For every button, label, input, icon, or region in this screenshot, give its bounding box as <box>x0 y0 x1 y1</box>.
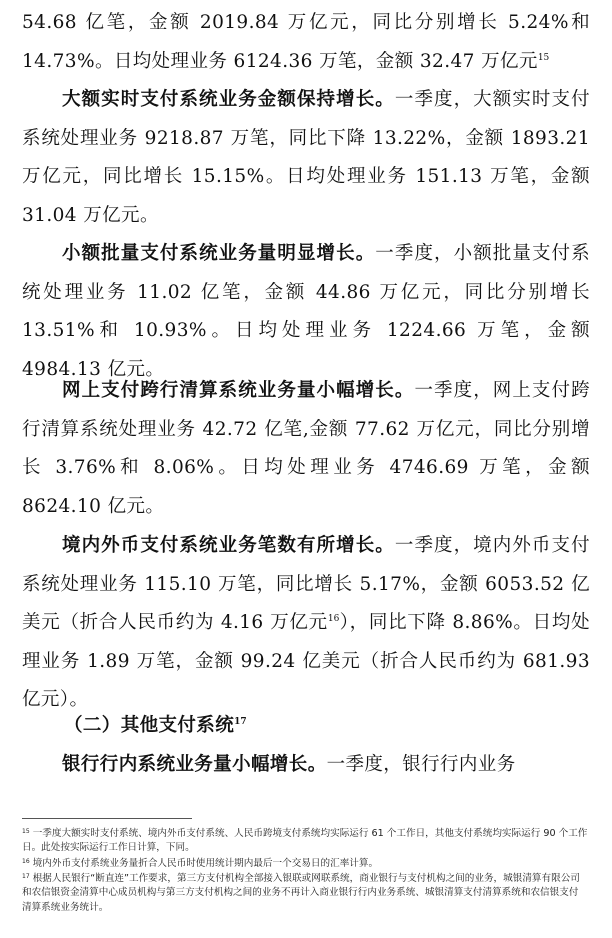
footnote-ref-17[interactable]: 17 <box>234 717 247 727</box>
section-heading <box>64 707 247 746</box>
section-heading-text: （二）其他支付系统 <box>64 715 235 736</box>
footnote-15 <box>22 827 588 856</box>
footnote-text: 根据人民银行“断直连”工作要求，第三方支付机构全部接入银联或网联系统，商业银行与支付机构之间的业务，城银清算有限公司和农信银资金清算中心成员机构与第三方支付机构之间的业务不再计入商业银行行内业务系统、城银清算支付清算系统和农信银支付清算系统业务统计。 <box>22 873 580 913</box>
paragraph-beps <box>22 235 590 389</box>
footnote-divider <box>22 818 192 819</box>
paragraph-bank-internal <box>22 746 590 785</box>
paragraph-text: 一季度，境内外币支付系统处理业务 115.10 万笔，同比增长 5.17%，金额 6053.52 亿美元（折合人民币约为 4.16 万亿元 <box>22 535 590 633</box>
footnote-ref-16[interactable]: 16 <box>327 614 340 624</box>
footnote-number: 17 <box>22 873 30 880</box>
paragraph-lead: 大额实时支付系统业务金额保持增长。 <box>62 89 395 110</box>
footnote-16 <box>22 857 588 871</box>
paragraph-text: 一季度，银行行内业务 <box>326 754 516 775</box>
paragraph-ccps-summary <box>22 4 590 81</box>
paragraph-lead: 境内外币支付系统业务笔数有所增长。 <box>62 535 395 556</box>
paragraph-lead: 小额批量支付系统业务量明显增长。 <box>62 243 376 264</box>
paragraph-lead: 银行行内系统业务量小幅增长。 <box>62 754 327 775</box>
footnote-text: 一季度大额实时支付系统、境内外币支付系统、人民币跨境支付系统均实际运行 61 个工作日，其他支付系统均实际运行 90 个工作日。此处按实际运行工作日计算，下同。 <box>22 828 588 854</box>
paragraph-lead: 网上支付跨行清算系统业务量小幅增长。 <box>62 380 415 401</box>
footnote-ref-15[interactable]: 15 <box>537 52 550 63</box>
paragraph-text: 54.68 亿笔，金额 2019.84 万亿元，同比分别增长 5.24%和 14.73%。日均处理业务 6124.36 万笔，金额 32.47 万亿元 <box>22 12 590 72</box>
paragraph-hvps <box>22 81 590 235</box>
footnote-number: 16 <box>22 858 30 865</box>
paragraph-ibps <box>22 372 590 526</box>
paragraph-text: 一季度，网上支付跨行清算系统处理业务 42.72 亿笔,金额 77.62 万亿元，同比分别增长 3.76%和 8.06%。日均处理业务 4746.69 万笔，金额 8624.10 亿元。 <box>22 380 590 517</box>
paragraph-cfxps <box>22 527 590 720</box>
paragraph-text: 一季度，大额实时支付系统处理业务 9218.87 万笔，同比下降 13.22%，金额 1893.21 万亿元，同比增长 15.15%。日均处理业务 151.13 万笔，金额 31.04 万亿元。 <box>22 89 590 226</box>
footnote-text: 境内外币支付系统业务量折合人民币时使用统计期内最后一个交易日的汇率计算。 <box>32 858 379 869</box>
footnote-17 <box>22 872 588 915</box>
footnote-number: 15 <box>22 828 30 835</box>
paragraph-text: 一季度，小额批量支付系统处理业务 11.02 亿笔，金额 44.86 万亿元，同比分别增长 13.51%和 10.93%。日均处理业务 1224.66 万笔，金额 4984.13 亿元。 <box>22 243 591 380</box>
paragraph-text: ），同比下降 8.86%。日均处理业务 1.89 万笔，金额 99.24 亿美元（折合人民币约为 681.93 亿元）。 <box>22 612 590 710</box>
